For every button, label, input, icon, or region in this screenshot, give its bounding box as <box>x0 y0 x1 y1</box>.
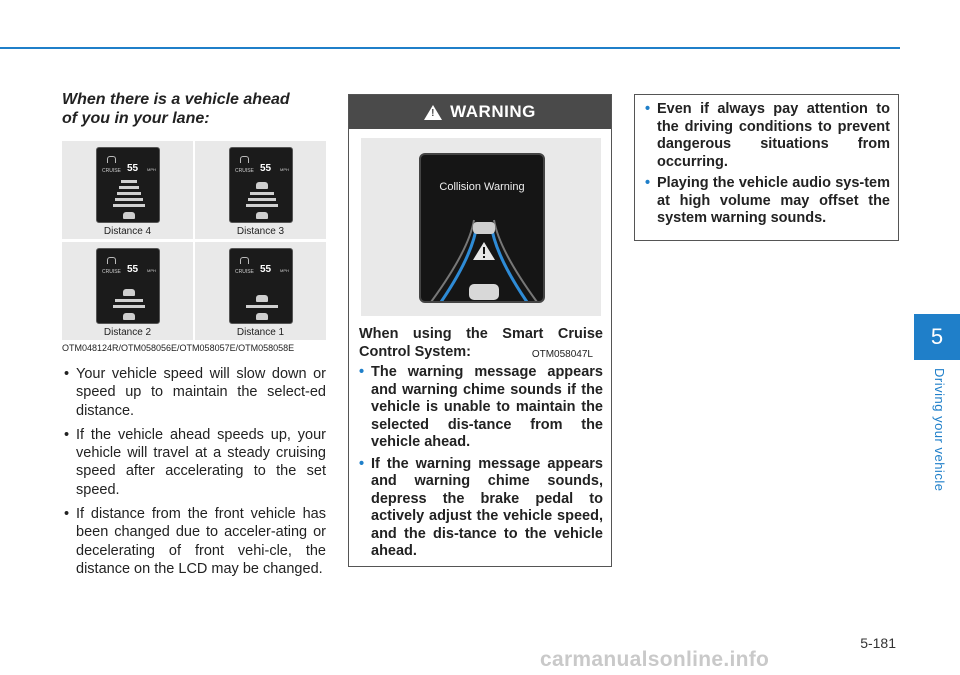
image-caption: Distance 4 <box>103 226 152 237</box>
distance-bars <box>242 180 282 222</box>
section-heading-block <box>62 90 326 128</box>
road-graphic <box>429 210 539 302</box>
warning-icon <box>424 105 442 120</box>
warning-title: WARNING <box>450 102 536 121</box>
vehicle-icon <box>123 212 135 219</box>
list-item: • Even if always pay attention to the driving conditions to prevent dangerous situations from occurring. <box>645 101 890 171</box>
header-rule <box>0 47 900 49</box>
cluster-display <box>229 147 293 223</box>
collision-warning-text: Collision Warning <box>439 181 525 193</box>
cluster-display <box>96 147 160 223</box>
speed-unit: MPH <box>280 268 289 273</box>
cluster-display <box>96 248 160 324</box>
speed-unit: MPH <box>147 167 156 172</box>
list-item: • The warning message appears and warning chime sounds if the vehicle is unable to maintain the selected dis-tance from the vehicle ahead. <box>359 364 603 452</box>
cruise-label: CRUISE <box>102 269 121 275</box>
warning-text <box>359 326 603 565</box>
watermark: carmanualsonline.info <box>540 648 770 671</box>
image-caption: Distance 2 <box>103 327 152 338</box>
distance-2-image <box>62 242 193 340</box>
image-code: OTM058047L <box>531 349 593 360</box>
warning-box <box>348 94 612 567</box>
distance-1-image <box>195 242 326 340</box>
cruise-label: CRUISE <box>235 269 254 275</box>
warning-header <box>349 95 611 129</box>
cruise-label: CRUISE <box>235 168 254 174</box>
distance-bars <box>109 180 149 222</box>
vehicle-icon <box>123 289 135 296</box>
cruise-icon <box>240 156 249 163</box>
section-heading <box>62 90 326 128</box>
vehicle-icon <box>256 212 268 219</box>
warning-continued-box <box>634 94 899 241</box>
distance-4-image <box>62 141 193 239</box>
cruise-icon <box>107 257 116 264</box>
speed-unit: MPH <box>280 167 289 172</box>
warning-lead: When using the Smart Cruise Control System: <box>359 326 603 360</box>
image-caption: Distance 3 <box>236 226 285 237</box>
distance-bars <box>242 281 282 323</box>
cruise-icon <box>240 257 249 264</box>
vehicle-icon <box>123 313 135 320</box>
warning-continued-text <box>645 101 890 232</box>
distance-bars <box>109 281 149 323</box>
cluster-display <box>229 248 293 324</box>
image-code: OTM048124R/OTM058056E/OTM058057E/OTM058058E <box>62 343 295 353</box>
list-item: • If the warning message appears and warning chime sounds, depress the brake pedal to actively adjust the vehicle speed, and the dis-tance to the vehicle ahead. <box>359 456 603 561</box>
chapter-label: Driving your vehicle <box>932 368 947 492</box>
cluster-display <box>419 153 545 303</box>
speed-unit: MPH <box>147 268 156 273</box>
distance-images-grid <box>62 141 326 340</box>
speed-value: 55 <box>260 163 272 174</box>
heading-line-2: of you in your lane: <box>62 110 210 127</box>
vehicle-icon <box>256 182 268 189</box>
heading-line-1: When there is a vehicle ahead <box>62 91 290 108</box>
page-number: 5-181 <box>860 635 896 651</box>
list-item: • If the vehicle ahead speeds up, your vehicle will travel at a steady cruising speed after accelerating to the set speed. <box>62 426 326 499</box>
list-item: • Playing the vehicle audio sys-tem at high volume may offset the system warning sounds. <box>645 175 890 228</box>
speed-value: 55 <box>127 264 139 275</box>
image-caption: Distance 1 <box>236 327 285 338</box>
cruise-label: CRUISE <box>102 168 121 174</box>
list-item: • Your vehicle speed will slow down or speed up to maintain the select-ed distance. <box>62 365 326 420</box>
vehicle-icon <box>256 295 268 302</box>
speed-value: 55 <box>127 163 139 174</box>
bullet-list <box>62 365 326 584</box>
distance-3-image <box>195 141 326 239</box>
cruise-icon <box>107 156 116 163</box>
speed-value: 55 <box>260 264 272 275</box>
chapter-tab: 5 <box>914 314 960 360</box>
vehicle-icon <box>256 313 268 320</box>
list-item: • If distance from the front vehicle has been changed due to acceler-ating or decelerating of front vehi-cle, the distance on the LCD may be changed. <box>62 505 326 578</box>
